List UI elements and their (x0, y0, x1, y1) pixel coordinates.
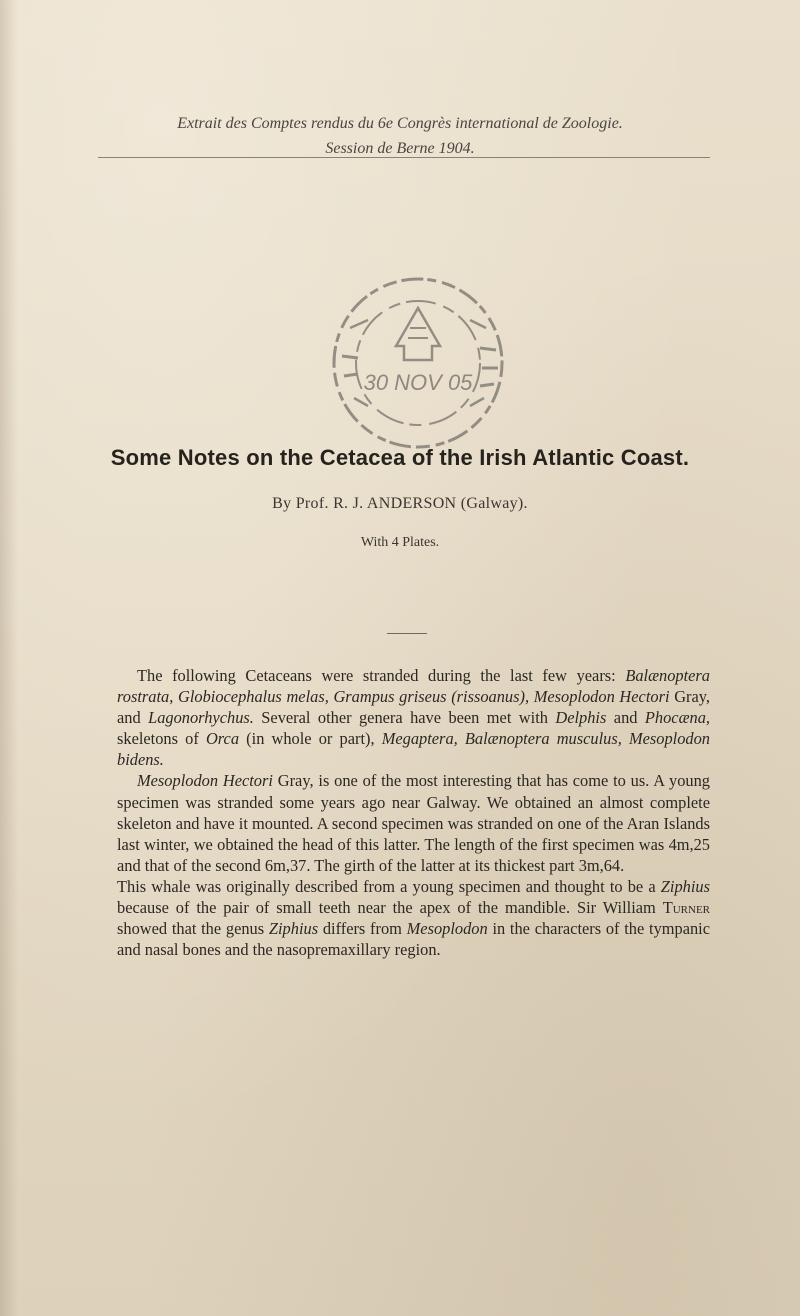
stamp-date-text: 30 NOV 05 (363, 370, 473, 395)
italic-text-run: Mesoplodon (406, 919, 488, 939)
text-run: and (606, 708, 645, 728)
text-run: Gray, and (117, 687, 710, 728)
article-body (117, 665, 710, 960)
article-title: Some Notes on the Cetacea of the Irish Atlantic Coast. (110, 445, 690, 470)
italic-text-run: Megaptera, Balænoptera musculus, Mesoplodon bidens. (117, 729, 710, 770)
plates-note: With 4 Plates. (360, 535, 440, 550)
text-run: differs from (318, 919, 407, 939)
body-paragraph-2 (117, 770, 710, 875)
text-run: showed that the genus (117, 919, 269, 939)
italic-text-run: Delphis (555, 708, 607, 728)
article-byline: By Prof. R. J. ANDERSON (Galway). (272, 495, 528, 512)
header-source-line: Extrait des Comptes rendus du 6e Congrès international de Zoologie. (177, 115, 623, 132)
text-run: in the characters of the tympanic and nasal bones and the nasopremaxillary region. (117, 919, 711, 960)
italic-text-run: Lagonorhychus. (148, 708, 254, 728)
italic-text-run: Orca (205, 729, 240, 749)
text-run: The following Cetaceans were stranded during the last few years: (137, 666, 626, 685)
header-session-line: Session de Berne 1904. (325, 139, 475, 157)
offprint-header (0, 112, 800, 162)
italic-text-run: Mesoplodon Hectori (137, 771, 273, 791)
text-run: This whale was originally described from a young specimen and thought to be a (117, 876, 661, 896)
body-paragraph-1 (117, 665, 710, 770)
text-run: Several other genera have been met with (253, 708, 556, 728)
text-run: skeletons of (117, 729, 206, 749)
italic-text-run: Phocæna, (644, 708, 710, 728)
text-run: because of the pair of small teeth near the apex of the mandible. Sir William (117, 898, 663, 918)
body-paragraph-3 (117, 876, 710, 960)
small-caps-text-run: Turner (662, 898, 710, 918)
text-run: (in whole or part), (239, 729, 382, 749)
italic-text-run: Balænoptera rostrata, Globiocephalus melas, Grampus griseus (rissoanus), Mesoplodon Hectori (117, 666, 710, 707)
section-divider (387, 633, 427, 634)
text-run: Gray, is one of the most interesting that has come to us. A young specimen was stranded some years ago near Galway. We obtained an almost complete skeleton and have it mounted. A second specimen was stranded on one of the Aran Islands last winter, we obtained the head of this latter. The length of the first specimen was 4m,25 and that of the second 6m,37. The girth of the latter at its thickest part 3m,64. (117, 771, 710, 875)
header-divider (98, 157, 710, 158)
library-stamp-icon (320, 268, 516, 458)
italic-text-run: Ziphius (660, 876, 710, 896)
italic-text-run: Ziphius (268, 919, 319, 939)
